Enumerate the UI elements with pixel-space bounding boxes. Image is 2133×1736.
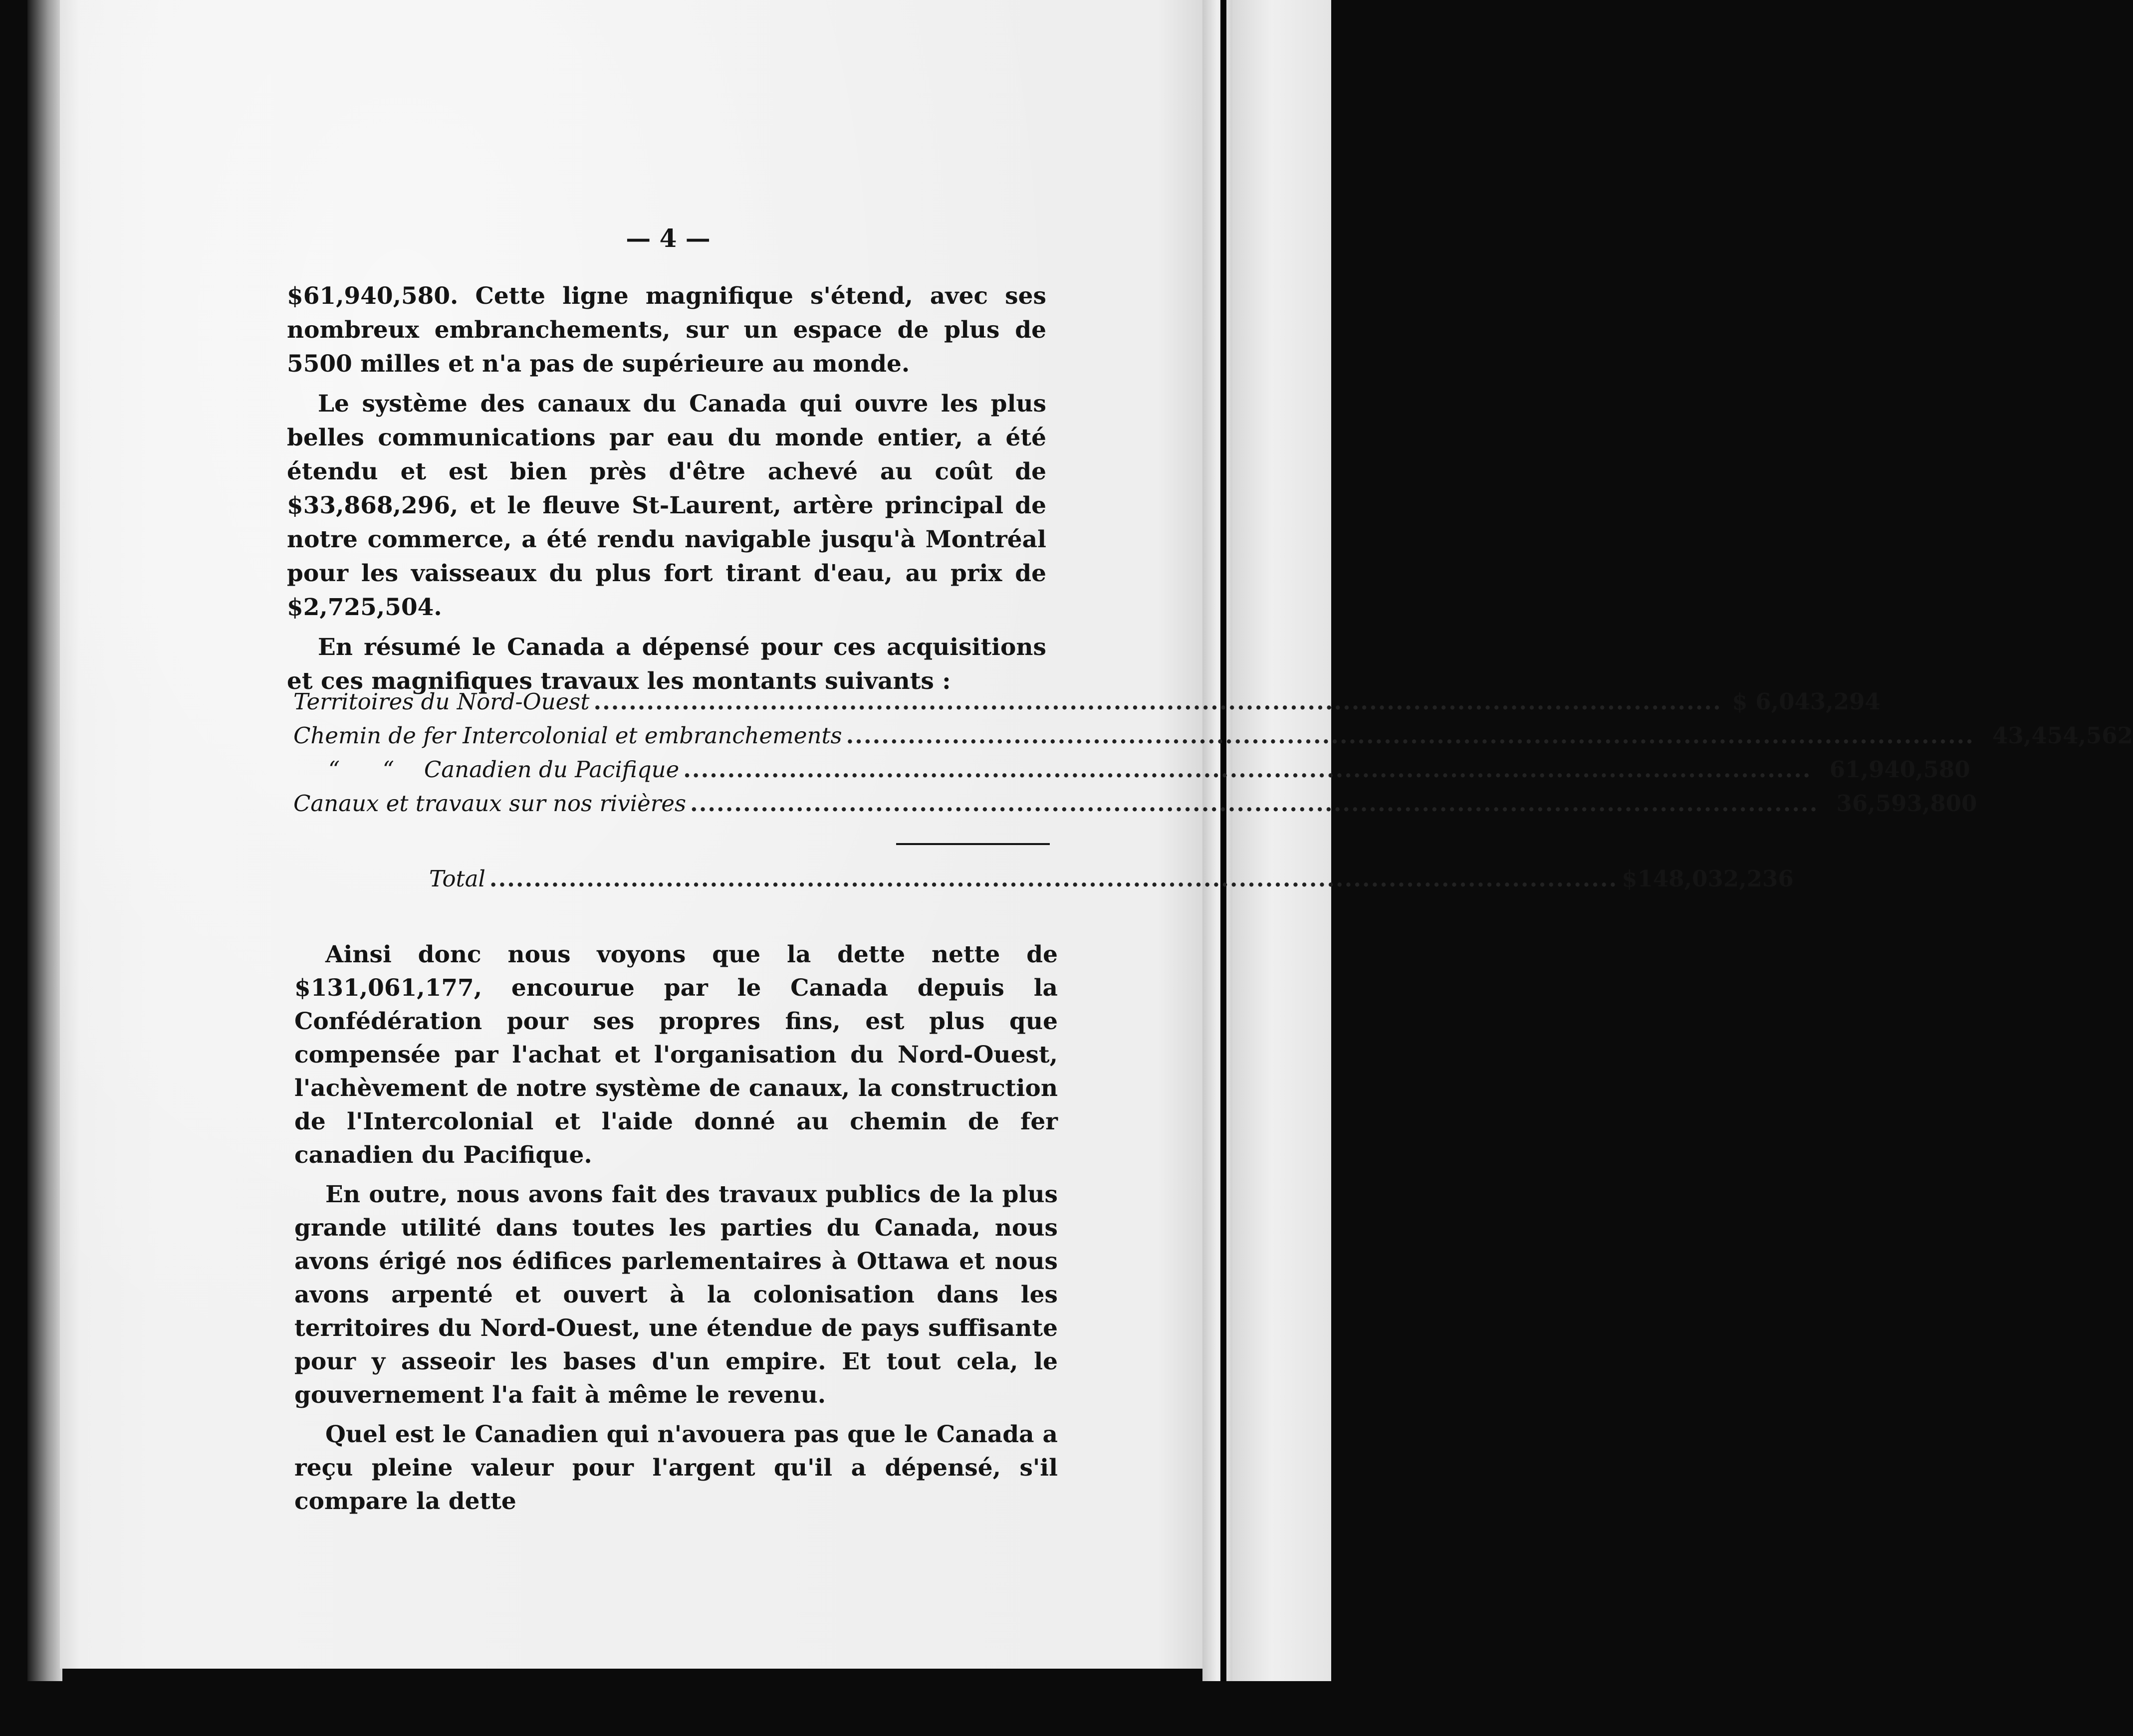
expense-amount: 43,454,562: [1992, 722, 2133, 749]
dot-leader: ................................................................................................................................: [690, 790, 1819, 817]
ditto-marks: “ “: [328, 756, 394, 783]
paragraph-net-debt: Ainsi donc nous voyons que la dette nette de $131,061,177, encourue par le Canada depuis la Confédération pour ses propres fins, est plus que compensée par l'achat et l'organisation du Nord-Ouest, l'achèvement de notre système de canaux, la construction de l'Intercolonial et l'aide donné au chemin de fer canadien du Pacifique.: [294, 941, 1058, 1169]
total-label: Total: [429, 866, 485, 892]
paragraph-summary-intro: En résumé le Canada a dépensé pour ces acquisitions et ces magnifiques travaux les montants suivants :: [287, 634, 1046, 695]
body-text-top: [287, 279, 1046, 704]
paragraph-question: Quel est le Canadien qui n'avouera pas que le Canada a reçu pleine valeur pour l'argent qu'il a dépensé, s'il compare la dette: [294, 1421, 1058, 1515]
dot-leader: ................................................................................................................................: [683, 756, 1812, 783]
paragraph-public-works: En outre, nous avons fait des travaux publics de la plus grande utilité dans toutes les parties du Canada, nous avons érigé nos édifices parlementaires à Ottawa et nous avons arpenté et ouvert à la colonisation dans les territoires du Nord-Ouest, une étendue de pays suffisante pour y asseoir les bases d'un empire. Et tout cela, le gouvernement l'a fait à même le revenu.: [294, 1181, 1058, 1409]
page-number: — 4 —: [626, 223, 711, 253]
expense-table: [293, 688, 2133, 824]
expense-label: Canaux et travaux sur nos rivières: [293, 790, 687, 817]
expense-amount: 61,940,580: [1829, 756, 1970, 783]
expense-row: [293, 722, 2133, 756]
dot-leader: ................................................................................................................................: [593, 688, 1722, 715]
scan-bottom-border: [0, 1681, 1331, 1736]
dot-leader: ................................................................................................................................: [489, 866, 1618, 892]
paragraph-continuation: $61,940,580. Cette ligne magnifique s'étend, avec ses nombreux embranchements, sur un espace de plus de 5500 milles et n'a pas de supérieure au monde.: [287, 282, 1046, 378]
body-text-bottom: [294, 938, 1058, 1524]
expense-label: Territoires du Nord-Ouest: [293, 688, 590, 715]
expense-amount: $ 6,043,294: [1732, 688, 1881, 715]
expense-row: [293, 688, 1881, 722]
expense-label: Chemin de fer Intercolonial et embranchements: [293, 722, 842, 749]
expense-row: [293, 756, 1970, 790]
total-amount: $148,032,236: [1622, 866, 1794, 892]
paragraph-canals: Le système des canaux du Canada qui ouvre les plus belles communications par eau du monde entier, a été étendu et est bien près d'être achevé au coût de $33,868,296, et le fleuve St-Laurent, artère principal de notre commerce, a été rendu navigable jusqu'à Montréal pour les vaisseaux du plus fort tirant d'eau, au prix de $2,725,504.: [287, 390, 1046, 621]
expense-amount: 36,593,800: [1836, 790, 1977, 817]
total-rule: [896, 843, 1050, 845]
total-row: [429, 866, 1794, 899]
dot-leader: ................................................................................................................................: [846, 722, 1974, 749]
expense-label: “ “ Canadien du Pacifique: [293, 756, 679, 783]
expense-row: [293, 790, 1977, 824]
